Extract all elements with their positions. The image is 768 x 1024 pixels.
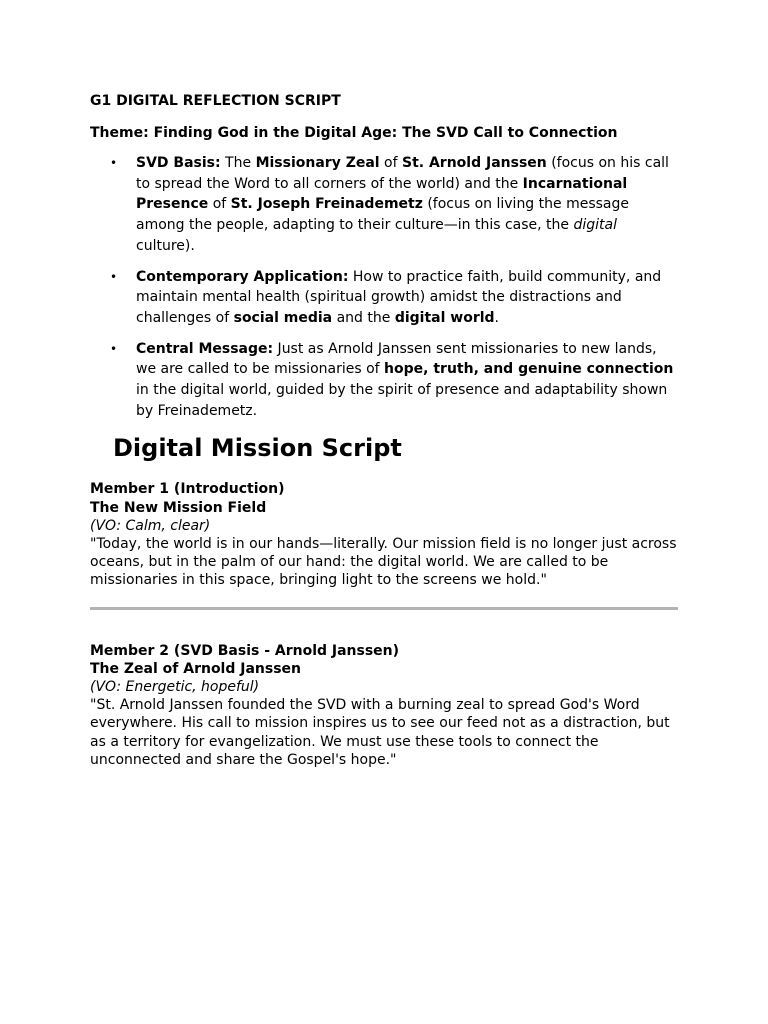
bullet-marker: • — [110, 341, 118, 356]
bullet-bold-text: social media — [233, 309, 333, 326]
bullet-text: culture). — [136, 237, 195, 254]
theme-bullet-list — [90, 153, 680, 421]
bullet-text: of — [379, 155, 402, 171]
member-label: Member 2 (SVD Basis - Arnold Janssen) — [90, 642, 400, 659]
bullet-text: . — [494, 309, 499, 326]
bullet-bold-text: hope, truth, and genuine connection — [384, 361, 674, 378]
bullet-contemporary-application — [90, 267, 680, 329]
voice-over-direction: (VO: Energetic, hopeful) — [90, 679, 260, 696]
voice-over-direction: (VO: Calm, clear) — [90, 517, 211, 534]
bullet-bold-text: Incarnational Presence — [136, 175, 628, 213]
bullet-text: (focus on living the message among the people, adapting to their culture—in this case, the — [136, 196, 629, 234]
bullet-label: Contemporary Application: — [136, 268, 349, 285]
bullet-central-message — [90, 339, 680, 422]
bullet-text: Just as Arnold Janssen sent missionaries to new lands, we are called to be missionaries of — [136, 340, 657, 378]
member-block-2 — [90, 642, 680, 769]
member-heading: The Zeal of Arnold Janssen — [90, 660, 302, 677]
member-quote: "Today, the world is in our hands—literally. Our mission field is no longer just across oceans, but in the palm of our hand: the digital world. We are called to be missionaries in this space, bringing light to the screens we hold." — [90, 536, 677, 589]
bullet-bold-text: Missionary Zeal — [255, 155, 380, 171]
bullet-label: SVD Basis: — [136, 155, 221, 171]
section-divider — [90, 607, 678, 610]
bullet-svd-basis — [90, 153, 680, 257]
bullet-text: (focus on his call to spread the Word to all corners of the world) and the — [136, 155, 669, 192]
bullet-marker: • — [110, 156, 118, 170]
document-title: G1 DIGITAL REFLECTION SCRIPT — [90, 93, 341, 109]
bullet-text: in the digital world, guided by the spirit of presence and adaptability shown by Freinademetz. — [136, 382, 668, 419]
bullet-text: How to practice faith, build community, and maintain mental health (spiritual growth) amidst the distractions and challenges of — [136, 268, 662, 326]
bullet-bold-text: St. Joseph Freinademetz — [230, 196, 423, 213]
bullet-label: Central Message: — [136, 340, 274, 357]
bullet-bold-text: digital world — [394, 309, 495, 326]
bullet-text: of — [208, 196, 231, 213]
member-block-1 — [90, 480, 680, 589]
member-label: Member 1 (Introduction) — [90, 481, 285, 498]
member-heading: The New Mission Field — [90, 499, 267, 516]
bullet-bold-text: St. Arnold Janssen — [402, 155, 547, 171]
bullet-marker: • — [110, 269, 118, 284]
member-quote: "St. Arnold Janssen founded the SVD with a burning zeal to spread God's Word everywhere. His call to mission inspires us to see our feed not as a distraction, but as a territory for evangelization. We must use these tools to connect the unconnected and share the Gospel's hope." — [90, 697, 670, 768]
document-theme: Theme: Finding God in the Digital Age: The SVD Call to Connection — [90, 125, 618, 141]
bullet-text: and the — [332, 309, 395, 326]
bullet-italic-text: digital — [573, 217, 617, 234]
section-title: Digital Mission Script — [113, 434, 402, 463]
bullet-text: The — [220, 155, 256, 171]
document-page — [90, 92, 680, 769]
